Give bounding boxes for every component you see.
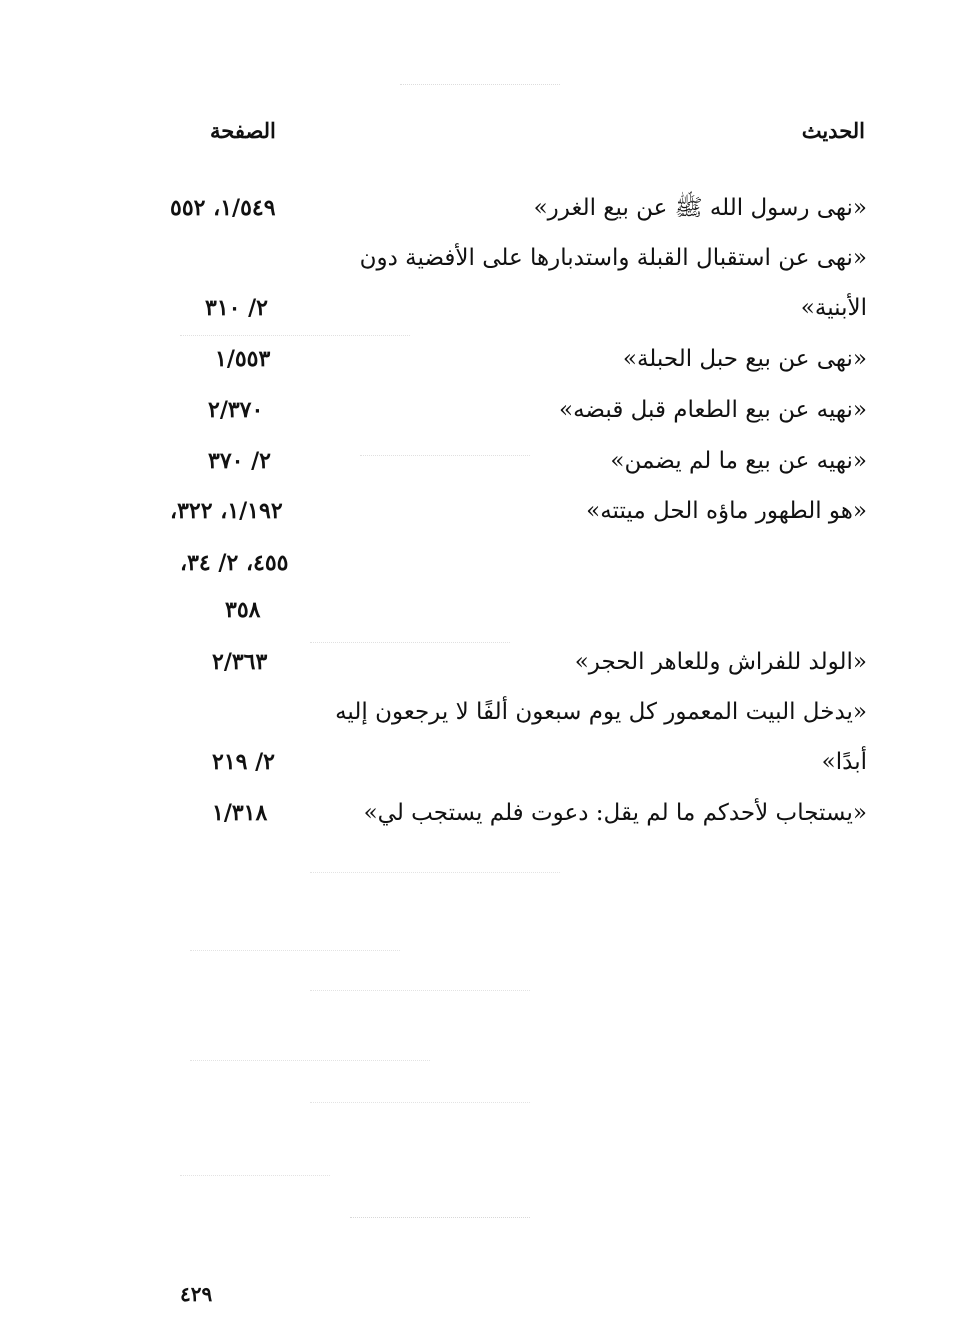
page-number: ٤٢٩ [180,1282,213,1306]
hadith-text: «نهى رسول الله ﷺ عن بيع الغرر» [533,195,867,221]
hadith-text: «يستجاب لأحدكم ما لم يقل: دعوت فلم يستجب لي» [363,800,867,826]
page-reference: ٢/٣٦٣ [212,649,268,675]
list-item [170,392,867,428]
list-item [170,644,867,680]
hadith-text: «الولد للفراش وللعاهر الحجر» [574,649,867,675]
list-item [170,545,867,581]
bleed-through-mark [350,1205,530,1218]
list-item [170,744,867,780]
list-item [170,493,867,529]
list-item [170,240,867,276]
hadith-text: «نهيه عن بيع الطعام قبل قبضه» [559,397,867,423]
hadith-text: «نهى عن بيع حبل الحبلة» [622,346,867,372]
page-reference: ٢/ ٣٧٠ [208,448,271,474]
page-reference: ٢/٣٧٠ [208,397,264,423]
hadith-text: أبدًا» [821,749,867,775]
page-reference: ١/٣١٨ [212,800,268,826]
hadith-text: «نهى عن استقبال القبلة واستدبارها على الأفضية دون [359,245,867,271]
page-reference: ٢/ ٢١٩ [212,749,275,775]
bleed-through-mark [310,862,560,873]
bleed-through-mark [400,70,560,85]
bleed-through-mark [190,1050,430,1061]
bleed-through-mark [360,445,530,456]
list-item [170,694,867,730]
bleed-through-mark [190,940,400,951]
page-reference: ١/٥٤٩، ٥٥٢ [170,195,276,221]
hadith-text: «يدخل البيت المعمور كل يوم سبعون ألفًا لا يرجعون إليه [335,699,867,725]
page-reference: ١/٥٥٣ [215,346,271,372]
hadith-text: «نهيه عن بيع ما لم يضمن» [610,448,867,474]
list-item [170,190,867,226]
bleed-through-mark [180,325,410,336]
hadith-column-header: الحديث [801,118,865,143]
hadith-text: الأبنية» [800,295,867,321]
page-column-header: الصفحة [210,118,276,143]
bleed-through-mark [180,1165,330,1176]
page-reference: ٤٥٥، ٢/ ٣٤، [180,550,289,576]
bleed-through-mark [310,980,530,991]
hadith-text: «هو الطهور ماؤه الحل ميتته» [586,498,867,524]
bleed-through-mark [310,1092,530,1103]
list-item [170,795,867,831]
page-reference: ٢/ ٣١٠ [205,295,268,321]
page-reference: ١/١٩٢، ٣٢٢، [170,498,283,524]
list-item [170,341,867,377]
page-reference: ٣٥٨ [225,597,261,623]
list-item [170,592,867,628]
list-item [170,290,867,326]
bleed-through-mark [310,632,510,643]
